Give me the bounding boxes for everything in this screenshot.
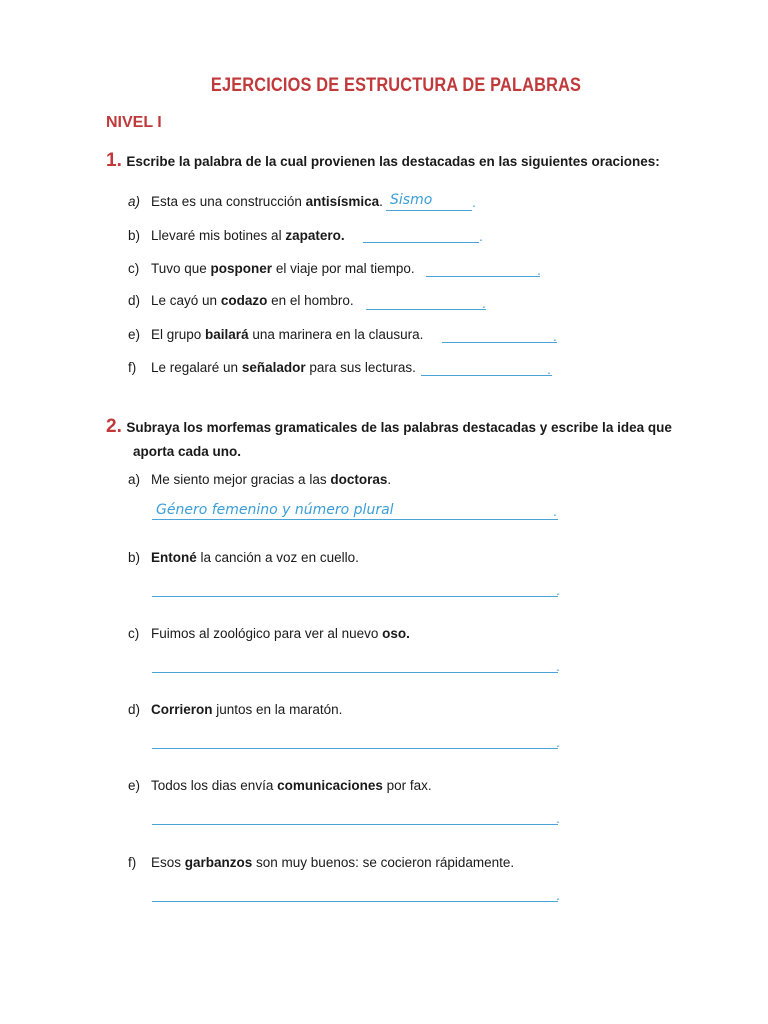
highlighted-word: Entoné [151,550,197,565]
item-text: Tuvo que [151,261,211,276]
item-label: a) [128,472,141,487]
item-label: a) [128,194,141,209]
worksheet-title: EJERCICIOS DE ESTRUCTURA DE PALABRAS [210,75,582,96]
blank-end-dot: . [537,262,541,278]
level-heading: NIVEL I [106,114,162,131]
item-label: d) [128,293,141,308]
item-text: El grupo [151,327,206,342]
q2-item-a [128,472,391,487]
item-text: Todos los dias envía [151,778,278,793]
item-text: . [387,472,392,487]
item-text: para sus lecturas. [305,360,416,375]
blank-end-dot: . [556,582,560,598]
blank-end-dot: . [472,194,476,210]
blank-end-dot: . [556,734,560,750]
highlighted-word: garbanzos [184,855,253,870]
highlighted-word: señalador [241,360,306,375]
item-text: Fuimos al zoológico para ver al nuevo [151,626,383,641]
item-text: la canción a voz en cuello. [196,550,359,565]
item-text: Le cayó un [151,293,221,308]
q1-answer-line-d[interactable] [366,309,486,310]
item-label: b) [128,550,141,565]
question-1-text: Escribe la palabra de la cual provienen las destacadas en las siguientes oraciones: [126,154,660,169]
highlighted-word: zapatero. [285,228,345,243]
q2-answer-line-a[interactable] [152,519,558,520]
item-label: e) [128,778,141,793]
item-text: Me siento mejor gracias a las [151,472,331,487]
blank-end-dot: . [556,810,560,826]
item-label: d) [128,702,141,717]
item-label: c) [128,626,140,641]
q2-answer-line-f[interactable] [152,901,558,902]
highlighted-word: oso. [382,626,410,641]
highlighted-word: comunicaciones [277,778,383,793]
q1-answer-line-e[interactable] [442,342,557,343]
item-text: una marinera en la clausura. [248,327,424,342]
question-2-header [106,416,672,438]
q2-item-f [128,855,514,870]
q1-answer-line-a[interactable] [386,210,472,211]
q1-item-f [128,360,416,375]
blank-end-dot: . [479,228,483,244]
item-text: Esta es una construcción [151,194,306,209]
item-text: juntos en la maratón. [212,702,343,717]
question-2-text-line1: Subraya los morfemas gramaticales de las palabras destacadas y escribe la idea que [126,420,672,435]
blank-end-dot: . [556,658,560,674]
q2-answer-line-c[interactable] [152,672,558,673]
highlighted-word: posponer [210,261,273,276]
q2-answer-line-e[interactable] [152,824,558,825]
question-1-number: 1. [106,150,122,171]
highlighted-word: antisísmica [305,194,380,209]
item-label: e) [128,327,141,342]
item-label: b) [128,228,141,243]
q2-item-d [128,702,342,717]
highlighted-word: doctoras [330,472,388,487]
q1-item-a [128,194,383,209]
q2-answer-a[interactable]: Género femenino y número plural [156,502,394,518]
question-2-number: 2. [106,416,122,437]
q1-item-b [128,228,345,243]
q1-item-c [128,261,415,276]
q1-answer-a[interactable]: Sismo [390,192,433,208]
item-text: Le regalaré un [151,360,242,375]
item-text: son muy buenos: se cocieron rápidamente. [252,855,515,870]
item-text: en el hombro. [267,293,354,308]
q2-answer-line-b[interactable] [152,596,558,597]
q1-answer-line-b[interactable] [363,242,479,243]
item-label: f) [128,360,137,375]
item-text: Llevaré mis botines al [151,228,286,243]
q1-answer-line-c[interactable] [426,276,540,277]
q2-item-c [128,626,410,641]
q1-item-e [128,327,423,342]
q2-item-b [128,550,359,565]
item-label: c) [128,261,140,276]
question-2-text-line2: aporta cada uno. [133,444,242,459]
question-1-header [106,150,660,172]
q2-answer-line-d[interactable] [152,748,558,749]
blank-end-dot: . [553,503,557,519]
q1-item-d [128,293,354,308]
item-text: el viaje por mal tiempo. [272,261,415,276]
highlighted-word: bailará [205,327,249,342]
item-text: . [379,194,383,209]
blank-end-dot: . [556,887,560,903]
highlighted-word: Corrieron [151,702,213,717]
item-text: por fax. [382,778,432,793]
item-label: f) [128,855,137,870]
item-text: Esos [151,855,185,870]
blank-end-dot: . [553,328,557,344]
q2-item-e [128,778,432,793]
blank-end-dot: . [547,361,551,377]
highlighted-word: codazo [220,293,268,308]
q1-answer-line-f[interactable] [421,375,552,376]
blank-end-dot: . [482,295,486,311]
